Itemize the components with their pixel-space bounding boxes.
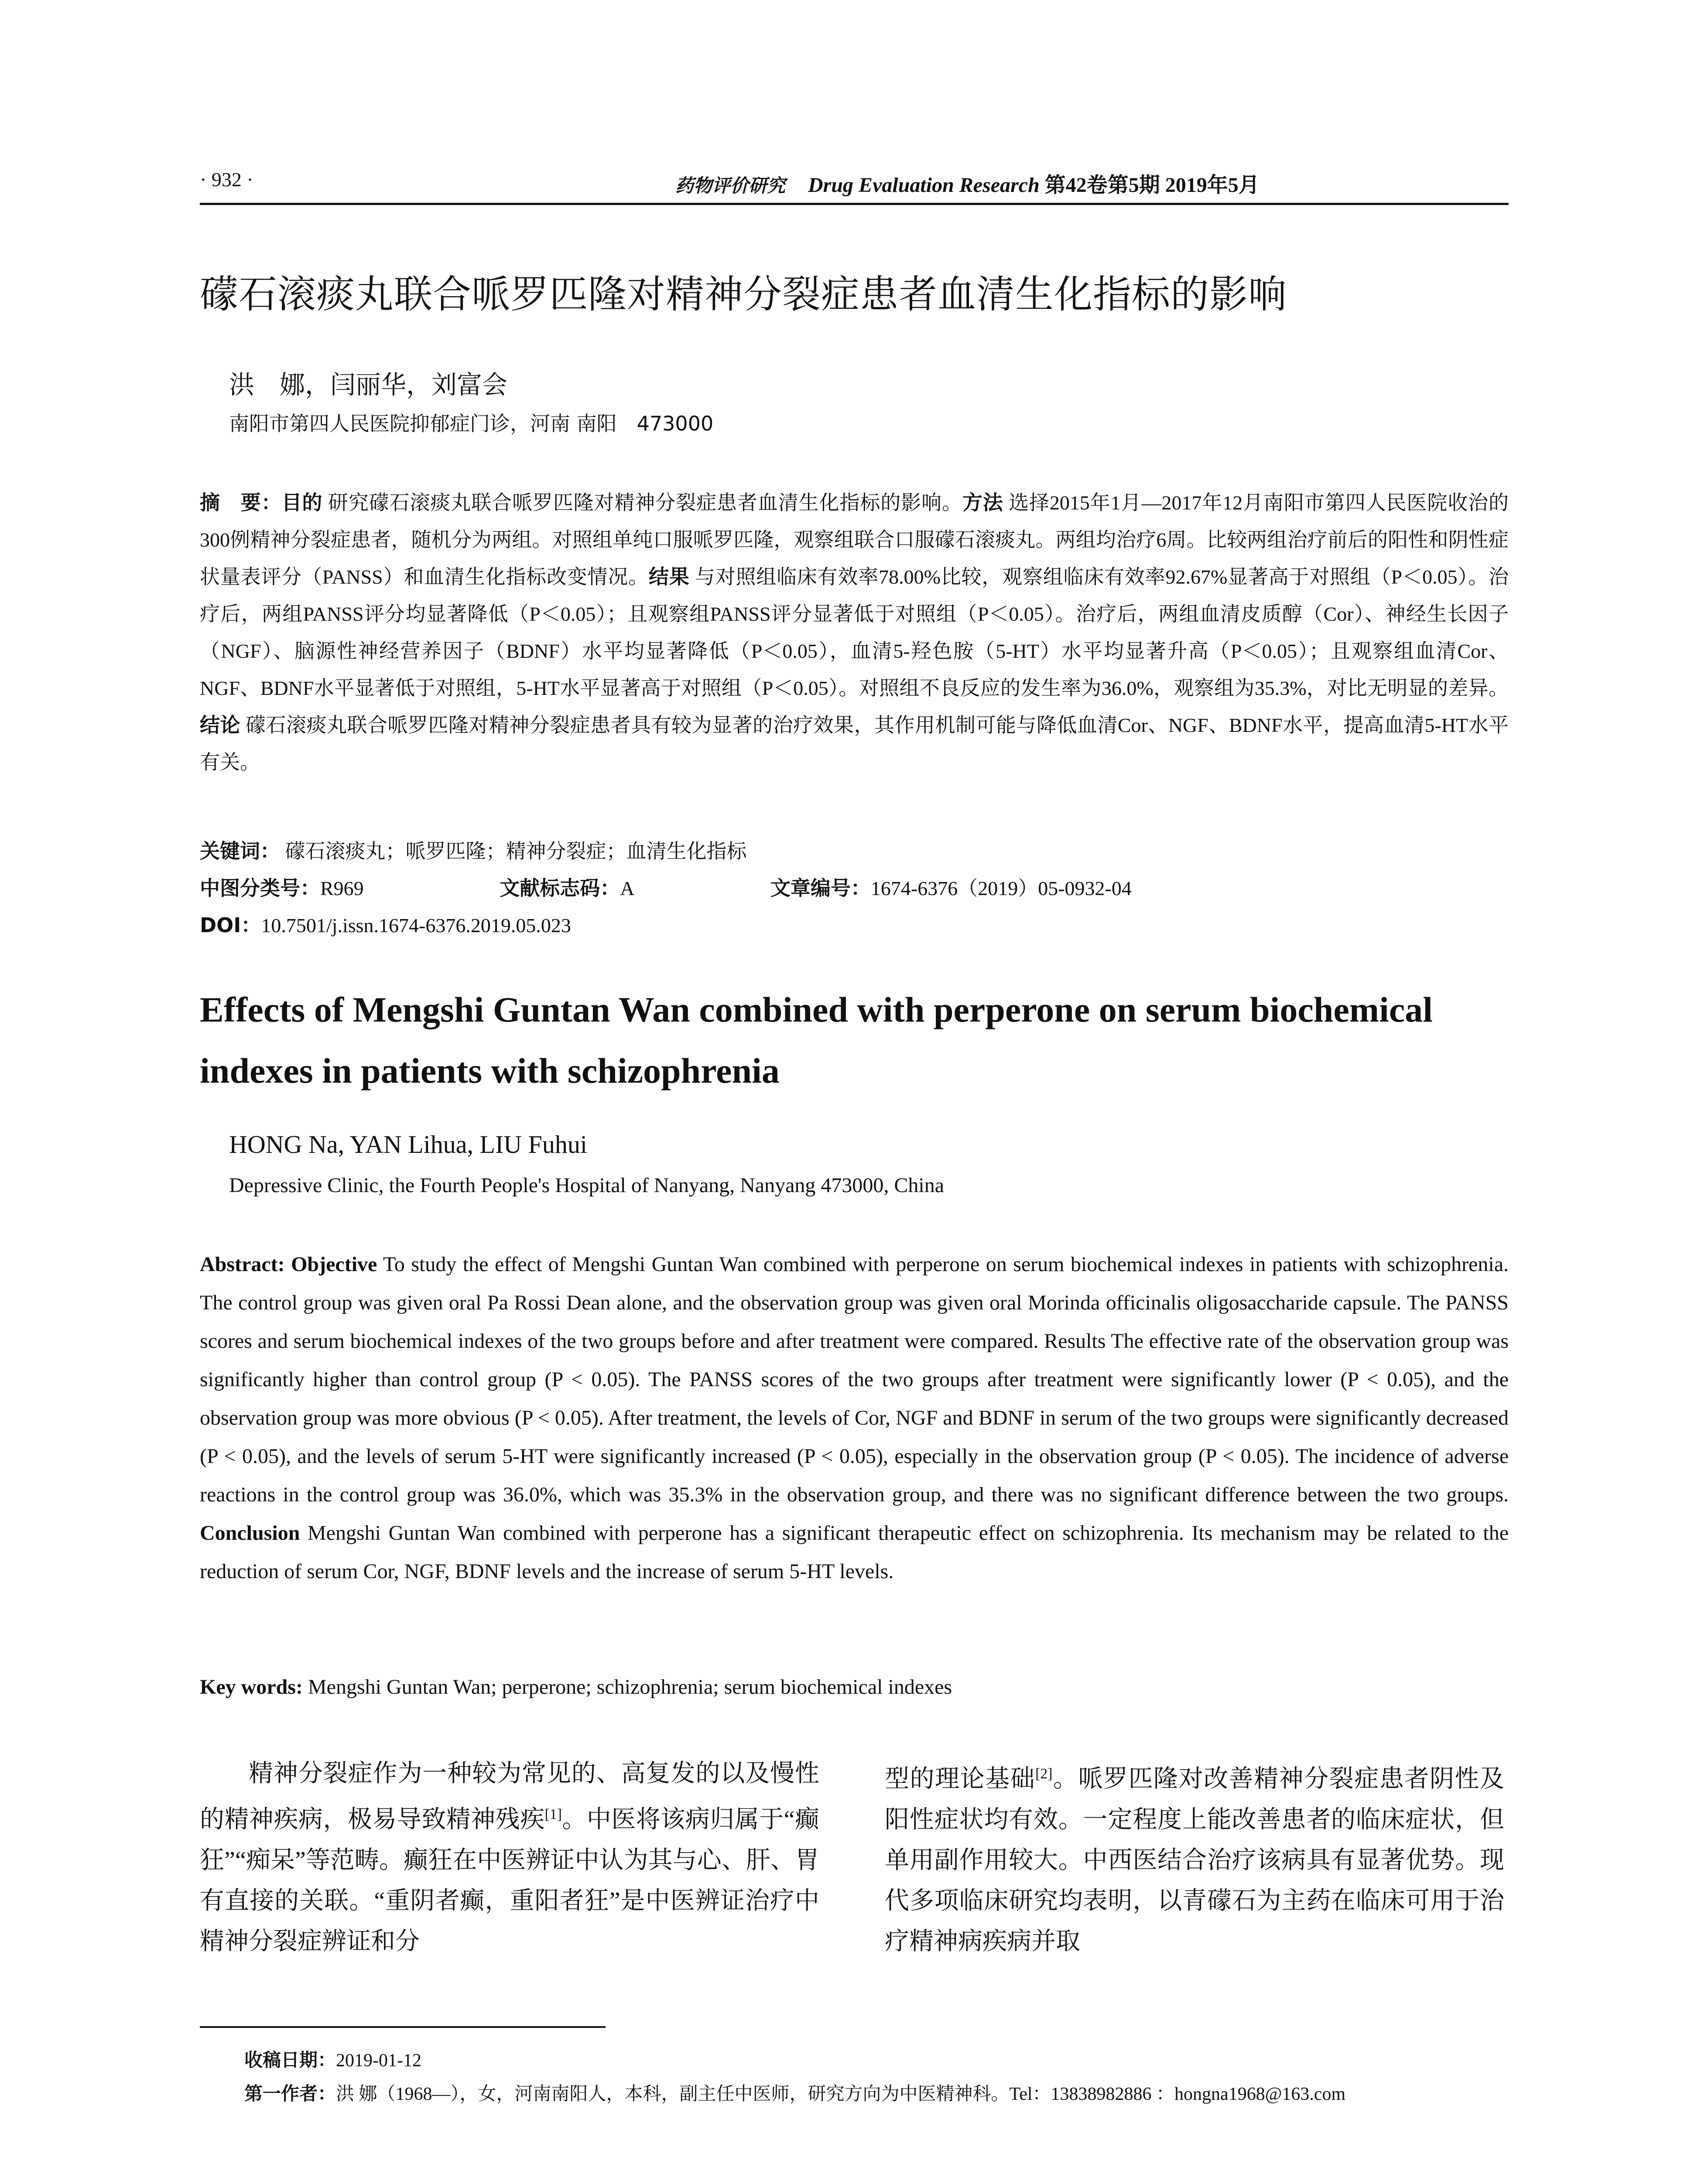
footnotes [244, 2044, 1345, 2111]
result-text-cn: 与对照组临床有效率78.00%比较，观察组临床有效率92.67%显著高于对照组（P＜0.05）。治疗后，两组PANSS评分均显著降低（P＜0.05）；且观察组PANSS评分显著低于对照组（P＜0.05）。治疗后，两组血清皮质醇（Cor）、神经生长因子（NGF）、脑源性神经营养因子（BDNF）水平均显著降低（P＜0.05），血清5-羟色胺（5-HT）水平均显著升高（P＜0.05）；且观察组血清Cor、NGF、BDNF水平显著低于对照组，5-HT水平显著高于对照组（P＜0.05）。对照组不良反应的发生率为36.0%，观察组为35.3%，对比无明显的差异。 [200, 566, 1509, 699]
abstract-en-label: Abstract: [200, 1253, 285, 1276]
doc-code-group [500, 877, 700, 899]
affiliation-cn: 南阳市第四人民医院抑郁症门诊，河南 南阳 473000 [229, 412, 714, 435]
objective-text-cn: 研究礞石滚痰丸联合哌罗匹隆对精神分裂症患者血清生化指标的影响。 [328, 492, 962, 514]
article-no-value: 1674-6376（2019）05-0932-04 [870, 877, 1132, 899]
body-text: 。中医将该病归属于“癫狂”“痴呆”等范畴。癫狂在中医辨证中认为其与心、肝、胃有直接的关联。“重阴者癫，重阳者狂”是中医辨证治疗中精神分裂症辨证和分 [200, 1806, 820, 1955]
abstract-cn-label: 摘 要： [200, 491, 282, 514]
doi-label: DOI： [200, 913, 261, 937]
doi-line [200, 909, 571, 938]
article-title-en: Effects of Mengshi Guntan Wan combined with perperone on serum biochemical indexes in patients with schizophrenia [200, 990, 1433, 1090]
received-label: 收稿日期： [244, 2049, 336, 2071]
keywords-cn-label: 关键词： [200, 839, 280, 863]
received-value: 2019-01-12 [336, 2051, 421, 2071]
running-header [200, 168, 1509, 203]
first-author-text: 洪 娜（1968—），女，河南南阳人，本科，副主任中医师，研究方向为中医精神科。Tel：13838982886 ：hongna1968@163.com [336, 2084, 1346, 2104]
doc-code-label: 文献标志码： [500, 876, 620, 900]
keywords-en-label: Key words: [200, 1675, 303, 1699]
abstract-cn [200, 484, 1509, 781]
journal-logo: 药物评价研究 [675, 176, 786, 196]
clc-value: R969 [320, 877, 364, 899]
doc-code-value: A [620, 877, 635, 899]
method-text-cn: 选择2015年1月—2017年12月南阳市第四人民医院收治的300例精神分裂症患者，随机分为两组。对照组单纯口服哌罗匹隆，观察组联合口服礞石滚痰丸。两组均治疗6周。比较两组治疗前后的阳性和阴性症状量表评分（PANSS）和血清生化指标改变情况。 [200, 492, 1509, 588]
article-title-cn: 礞石滚痰丸联合哌罗匹隆对精神分裂症患者血清生化指标的影响 [200, 272, 1287, 317]
header-rule [200, 203, 1509, 205]
doi-value: 10.7501/j.issn.1674-6376.2019.05.023 [261, 914, 571, 937]
footnote-rule [200, 2026, 606, 2028]
body-column-right [885, 1754, 1504, 1962]
objective-label-en: Objective [291, 1253, 377, 1276]
abstract-en-body: To study the effect of Mengshi Guntan Wan combined with perperone on serum biochemical indexes in patients with schizophrenia. The control group was given oral Pa Rossi Dean alone, and the observation group was given oral Morinda officinalis oligosaccharide capsule. The PANSS scores and serum biochemical indexes of the two groups before and after treatment were compared. Results The effective rate of the observation group was significantly higher than control group (P < 0.05). The PANSS scores of the two groups after treatment were significantly lower (P < 0.05), and the observation group was more obvious (P < 0.05). After treatment, the levels of Cor, NGF and BDNF in serum of the two groups were significantly decreased (P < 0.05), and the levels of serum 5-HT were significantly increased (P < 0.05), especially in the observation group (P < 0.05). The incidence of adverse reactions in the control group was 36.0%, which was 35.3% in the observation group, and there was no significant difference between the two groups. [200, 1253, 1509, 1506]
body-paragraph [200, 1754, 819, 1962]
conclusion-text-en: Mengshi Guntan Wan combined with perperone has a significant therapeutic effect on schizophrenia. Its mechanism may be related to the reduction of serum Cor, NGF, BDNF levels and the increase of serum 5-HT levels. [200, 1521, 1509, 1583]
objective-label-cn: 目的 [281, 491, 323, 514]
journal-info [675, 168, 1260, 198]
abstract-en [200, 1245, 1509, 1591]
method-label-cn: 方法 [962, 491, 1003, 514]
article-no-label: 文章编号： [770, 876, 871, 900]
body-text: 精神分裂症作为一种较为常见的、高复发的以及慢性的精神疾病，极易导致精神残疾 [200, 1760, 819, 1833]
journal-name-en: Drug Evaluation Research [808, 174, 1040, 197]
keywords-cn-text: 礞石滚痰丸；哌罗匹隆；精神分裂症；血清生化指标 [285, 840, 747, 862]
authors-en: HONG Na, YAN Lihua, LIU Fuhui [229, 1130, 588, 1159]
classification-line [200, 872, 1263, 901]
keywords-en-text: Mengshi Guntan Wan; perperone; schizophrenia; serum biochemical indexes [308, 1675, 952, 1699]
result-label-cn: 结果 [648, 565, 690, 588]
conclusion-label-en: Conclusion [200, 1521, 300, 1545]
first-author-note [244, 2077, 1345, 2111]
keywords-cn [200, 835, 747, 864]
received-date [244, 2044, 1345, 2077]
body-paragraph [885, 1754, 1504, 1962]
journal-issue: 第42卷第5期 2019年5月 [1044, 174, 1260, 197]
affiliation-en: Depressive Clinic, the Fourth People's Hospital of Nanyang, Nanyang 473000, China [229, 1174, 945, 1197]
conclusion-label-cn: 结论 [200, 713, 240, 737]
body-text: 型的理论基础 [885, 1765, 1036, 1793]
first-author-label: 第一作者： [244, 2083, 336, 2104]
body-text: 。哌罗匹隆对改善精神分裂症患者阴性及阳性症状均有效。一定程度上能改善患者的临床症状，但单用副作用较大。中西医结合治疗该病具有显著优势。现代多项临床研究均表明，以青礞石为主药在临床可用于治疗精神病疾病并取 [885, 1765, 1505, 1955]
keywords-en [200, 1675, 952, 1699]
page-number: · 932 · [200, 168, 253, 191]
conclusion-text-cn: 礞石滚痰丸联合哌罗匹隆对精神分裂症患者具有较为显著的治疗效果，其作用机制可能与降低血清Cor、NGF、BDNF水平，提高血清5-HT水平有关。 [200, 714, 1509, 773]
body-column-left [200, 1754, 819, 1962]
authors-cn: 洪 娜，闫丽华，刘富会 [229, 370, 508, 400]
clc-group [200, 877, 429, 899]
clc-label: 中图分类号： [200, 876, 320, 900]
citation-ref[interactable]: [2] [1035, 1766, 1053, 1782]
citation-ref[interactable]: [1] [544, 1806, 562, 1822]
article-no-group [770, 877, 1197, 899]
